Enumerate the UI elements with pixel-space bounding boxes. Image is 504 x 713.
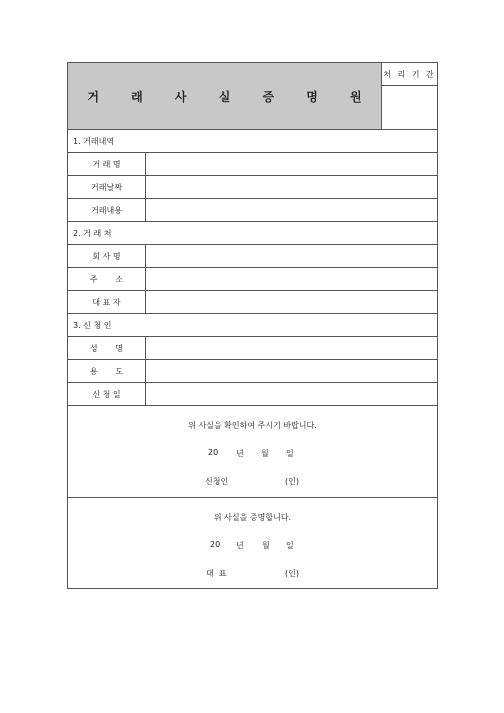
field-label: 신 청 일 xyxy=(68,383,146,405)
field-label: 거 래 명 xyxy=(68,153,146,175)
transaction-name-field[interactable] xyxy=(146,153,437,175)
day-unit: 일 xyxy=(286,449,294,458)
field-row-purpose xyxy=(68,360,437,383)
representative-field[interactable] xyxy=(146,291,437,313)
field-row-address xyxy=(68,268,437,291)
year-unit: 년 xyxy=(236,449,244,458)
request-text: 위 사실을 확인하여 주시기 바랍니다. xyxy=(188,421,317,430)
certificate-form xyxy=(67,62,438,589)
seal-mark: (인) xyxy=(285,477,299,486)
field-row-company-name xyxy=(68,245,437,268)
certification-text: 위 사실을 증명합니다. xyxy=(213,513,292,522)
representative-signer-label: 대 표 xyxy=(206,569,227,578)
processing-period-cell xyxy=(382,63,437,129)
purpose-field[interactable] xyxy=(146,360,437,382)
certification-signature-line xyxy=(68,568,437,580)
field-label: 거래내용 xyxy=(68,199,146,221)
form-title: 거 래 사 실 증 명 원 xyxy=(87,89,376,104)
company-name-field[interactable] xyxy=(146,245,437,267)
form-header xyxy=(68,63,437,130)
certification-date-line xyxy=(68,540,437,552)
processing-period-label: 처 리 기 간 xyxy=(382,63,437,86)
year-prefix: 20 xyxy=(208,448,219,457)
processing-period-field[interactable] xyxy=(382,86,437,129)
seal-mark: (인) xyxy=(285,569,299,578)
request-date-line xyxy=(68,448,437,460)
field-label: 거래날짜 xyxy=(68,176,146,198)
section-heading-transaction: 1. 거래내역 xyxy=(68,130,437,153)
request-signature-line xyxy=(68,476,437,488)
applicant-signer-label: 신청인 xyxy=(205,477,229,486)
transaction-date-field[interactable] xyxy=(146,176,437,198)
field-row-applicant-name xyxy=(68,337,437,360)
field-row-representative xyxy=(68,291,437,314)
month-unit: 월 xyxy=(261,449,269,458)
field-label: 주 소 xyxy=(68,268,146,290)
day-unit: 일 xyxy=(286,541,294,550)
month-unit: 월 xyxy=(262,541,270,550)
field-row-application-date xyxy=(68,383,437,406)
field-label: 회 사 명 xyxy=(68,245,146,267)
certification-statement xyxy=(68,498,437,588)
field-row-transaction-name xyxy=(68,153,437,176)
section-heading-applicant: 3. 신 청 인 xyxy=(68,314,437,337)
year-unit: 년 xyxy=(236,541,244,550)
address-field[interactable] xyxy=(146,268,437,290)
applicant-name-field[interactable] xyxy=(146,337,437,359)
title-cell xyxy=(68,63,382,129)
field-label: 성 명 xyxy=(68,337,146,359)
section-heading-counterparty: 2. 거 래 처 xyxy=(68,222,437,245)
field-label: 용 도 xyxy=(68,360,146,382)
year-prefix: 20 xyxy=(210,540,221,549)
application-date-field[interactable] xyxy=(146,383,437,405)
field-row-transaction-date xyxy=(68,176,437,199)
transaction-details-field[interactable] xyxy=(146,199,437,221)
field-label: 대 표 자 xyxy=(68,291,146,313)
request-statement xyxy=(68,406,437,498)
field-row-transaction-details xyxy=(68,199,437,222)
